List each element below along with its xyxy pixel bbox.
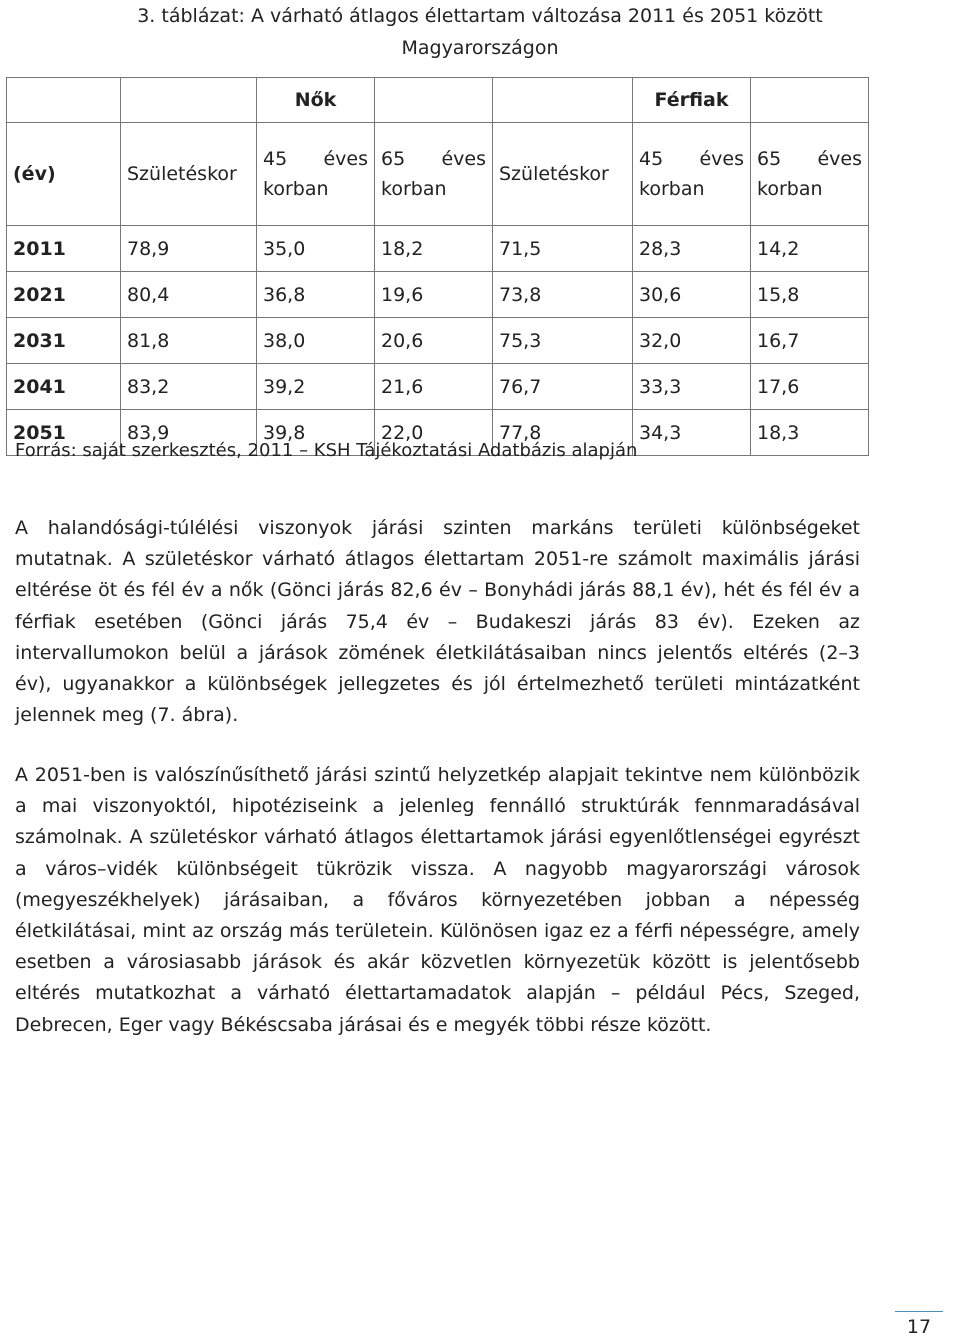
caption-line-1: 3. táblázat: A várható átlagos élettartam változása 2011 és 2051 között (137, 5, 823, 27)
table-cell: 18,3 (751, 410, 869, 456)
table-cell: 83,9 (121, 410, 257, 456)
body-paragraph-2: A 2051-ben is valószínűsíthető járási szintű helyzetkép alapjait tekintve nem különbözik a mai viszonyoktól, hipotéziseink a jelenleg fennálló struktúrák fennmaradásával számolnak. A születéskor várható átlagos élettartamok járási egyenlőtlenségei egyrészt a város–vidék különbségeit tükrözik vissza. A nagyobb magyarországi városok (megyeszékhelyek) járásaiban, a főváros környezetében jobban a népesség életkilátásai, mint az ország más területein. Különösen igaz ez a férfi népességre, amely esetben a városiasabb járások és akár közvetlen környezetük között is jelentősebb eltérés mutatkozhat a várható élettartamadatok alapján – például Pécs, Szeged, Debrecen, Eger vagy Békéscsaba járásai és e megyék többi része között. (15, 764, 860, 1036)
caption-line-2: Magyarországon (401, 37, 559, 59)
table-cell: 28,3 (633, 226, 751, 272)
table-cell: 22,0 (375, 410, 493, 456)
table-cell: 75,3 (493, 318, 633, 364)
group-women-header: Nők (257, 78, 375, 123)
table-cell: 81,8 (121, 318, 257, 364)
col-women-45-header: 45 éves korban (257, 123, 375, 226)
year-cell: 2051 (7, 410, 121, 456)
table-cell: 15,8 (751, 272, 869, 318)
table-cell: 32,0 (633, 318, 751, 364)
table-cell: 39,2 (257, 364, 375, 410)
table-cell: 33,3 (633, 364, 751, 410)
col-men-birth-header: Születéskor (493, 123, 633, 226)
life-expectancy-table (6, 77, 869, 456)
body-paragraph-1: A halandósági-túlélési viszonyok járási szinten markáns területi különbségeket mutatnak. A születéskor várható átlagos élettartam 2051-re számolt maximális járási eltérése öt és fél év a nők (Gönci járás 82,6 év – Bonyhádi járás 88,1 év), hét és fél év a férfiak esetében (Gönci járás 75,4 év – Budakeszi járás 83 év). Ezeken az intervallumokon belül a járások zömének életkilátásaiban nincs jelentős eltérés (2–3 év), ugyanakkor a különbségek jellegzetes és jól értelmezhető területi mintázatként jelennek meg (7. ábra). (15, 517, 860, 727)
table-row (7, 364, 869, 410)
table-cell: 35,0 (257, 226, 375, 272)
col-women-birth-header: Születéskor (121, 123, 257, 226)
table-cell: 39,8 (257, 410, 375, 456)
table-cell: 21,6 (375, 364, 493, 410)
table-row (7, 226, 869, 272)
table-cell: 18,2 (375, 226, 493, 272)
col-year-header: (év) (7, 123, 121, 226)
table-source-note: Forrás: saját szerkesztés, 2011 – KSH Tájékoztatási Adatbázis alapján (15, 440, 638, 461)
table-cell: 14,2 (751, 226, 869, 272)
table-row (7, 272, 869, 318)
group-header-row (7, 78, 869, 123)
empty-cell (375, 78, 493, 123)
table-cell: 83,2 (121, 364, 257, 410)
year-cell: 2031 (7, 318, 121, 364)
table-cell: 34,3 (633, 410, 751, 456)
table-cell: 16,7 (751, 318, 869, 364)
empty-cell (751, 78, 869, 123)
table-cell: 76,7 (493, 364, 633, 410)
column-header-row (7, 123, 869, 226)
table-cell: 19,6 (375, 272, 493, 318)
table-cell: 20,6 (375, 318, 493, 364)
table-cell: 73,8 (493, 272, 633, 318)
table-caption (0, 0, 960, 64)
table-row (7, 318, 869, 364)
table-cell: 38,0 (257, 318, 375, 364)
col-men-45-header: 45 éves korban (633, 123, 751, 226)
year-cell: 2011 (7, 226, 121, 272)
table-cell: 78,9 (121, 226, 257, 272)
table-cell: 36,8 (257, 272, 375, 318)
table-cell: 71,5 (493, 226, 633, 272)
col-women-65-header: 65 éves korban (375, 123, 493, 226)
table-cell: 30,6 (633, 272, 751, 318)
col-men-65-header: 65 éves korban (751, 123, 869, 226)
table-cell: 77,8 (493, 410, 633, 456)
empty-cell (7, 78, 121, 123)
year-cell: 2021 (7, 272, 121, 318)
page-number: 17 (895, 1311, 943, 1338)
table-cell: 80,4 (121, 272, 257, 318)
year-cell: 2041 (7, 364, 121, 410)
group-men-header: Férfiak (633, 78, 751, 123)
empty-cell (121, 78, 257, 123)
empty-cell (493, 78, 633, 123)
table-cell: 17,6 (751, 364, 869, 410)
